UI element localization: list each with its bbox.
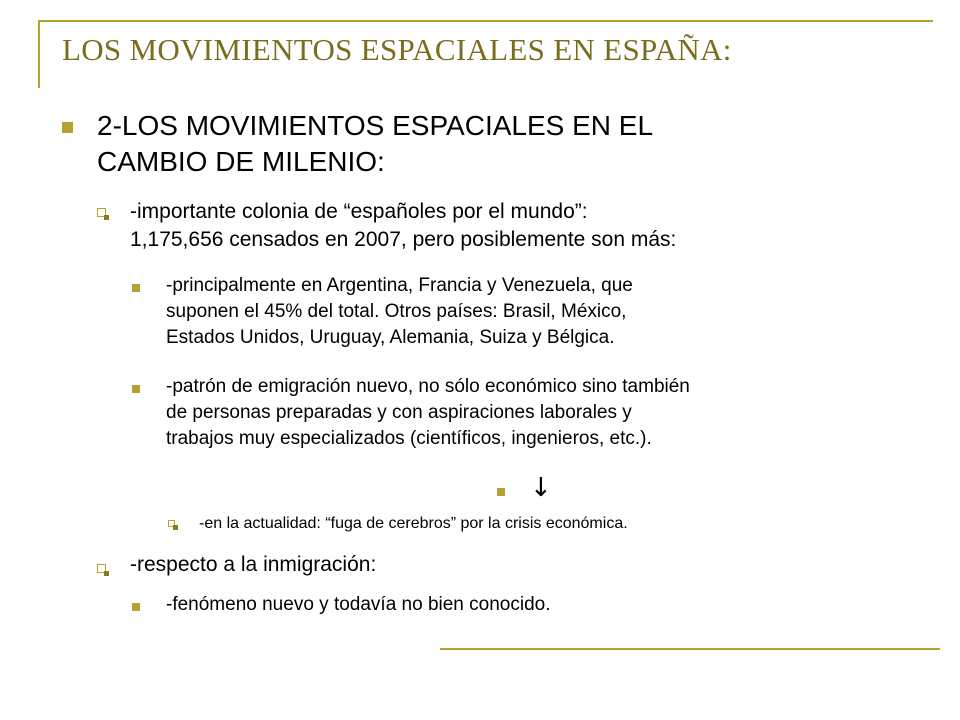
paises-text (166, 273, 633, 351)
colonia-line1: -importante colonia de “españoles por el mundo”: (130, 200, 588, 223)
bullet-level1 (62, 122, 73, 133)
frame-bottom-line (440, 648, 940, 650)
level1-line2: CAMBIO DE MILENIO: (97, 146, 385, 177)
fuga-text: -en la actualidad: “fuga de cerebros” por la crisis económica. (199, 515, 628, 532)
level1-line1: 2-LOS MOVIMIENTOS ESPACIALES EN EL (97, 110, 654, 141)
bullet-colonia (97, 208, 106, 217)
colonia-line2: 1,175,656 censados en 2007, pero posiblemente son más: (130, 228, 677, 251)
colonia-text (130, 198, 676, 254)
patron-line1: -patrón de emigración nuevo, no sólo económico sino también (166, 376, 690, 397)
paises-line2: suponen el 45% del total. Otros países: Brasil, México, (166, 301, 627, 322)
frame-left-line (38, 20, 40, 88)
paises-line3: Estados Unidos, Uruguay, Alemania, Suiza y Bélgica. (166, 327, 615, 348)
patron-text (166, 374, 690, 452)
bullet-patron (132, 385, 140, 393)
arrow-down-icon: ↓ (530, 473, 552, 503)
paises-line1: -principalmente en Argentina, Francia y Venezuela, que (166, 275, 633, 296)
frame-top-line (38, 20, 933, 22)
bullet-fuga (168, 520, 175, 527)
bullet-paises (132, 284, 140, 292)
inmigracion-text: -respecto a la inmigración: (130, 553, 377, 576)
bullet-inmigracion (97, 564, 106, 573)
patron-line2: de personas preparadas y con aspiraciones laborales y (166, 402, 632, 423)
slide-title: LOS MOVIMIENTOS ESPACIALES EN ESPAÑA: (62, 32, 732, 67)
level1-text (97, 108, 653, 180)
bullet-fenomeno (132, 603, 140, 611)
fenomeno-text: -fenómeno nuevo y todavía no bien conocido. (166, 594, 551, 615)
bullet-arrow (497, 488, 505, 496)
patron-line3: trabajos muy especializados (científicos, ingenieros, etc.). (166, 428, 652, 449)
